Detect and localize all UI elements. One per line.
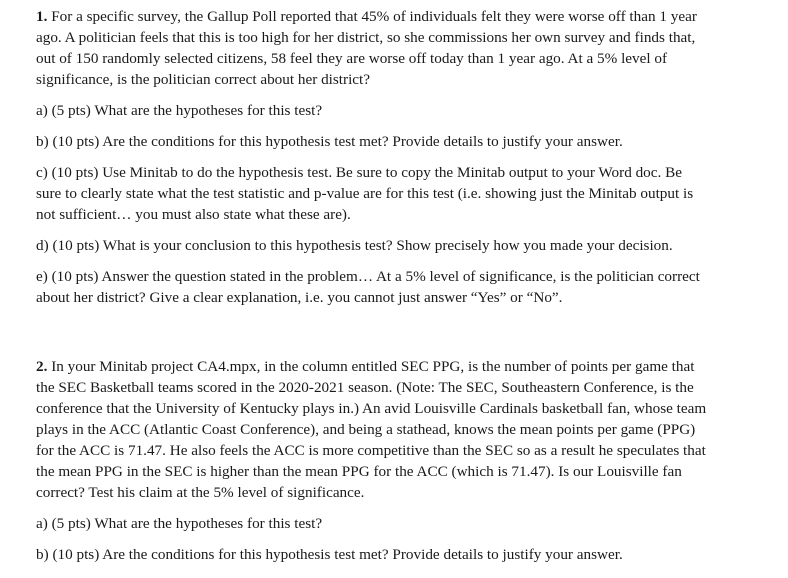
question-1-line-1: 1. For a specific survey, the Gallup Poll reported that 45% of individuals felt they were worse off than 1 year [36, 8, 697, 25]
question-spacer [36, 318, 771, 356]
question-2-line-4: plays in the ACC (Atlantic Coast Conference), and being a stathead, knows the mean points per game (PPG) [36, 421, 696, 438]
question-1-part-d: d) (10 pts) What is your conclusion to this hypothesis test? Show precisely how you made your decision. [36, 237, 673, 254]
question-2-line-7: correct? Test his claim at the 5% level of significance. [36, 484, 365, 501]
question-1-line-3: out of 150 randomly selected citizens, 58 feel they are worse off today than 1 year ago. At a 5% level of [36, 50, 668, 67]
question-1-part-e-line-2: about her district? Give a clear explanation, i.e. you cannot just answer “Yes” or “No”. [36, 289, 563, 306]
question-1-part-c-line-1: c) (10 pts) Use Minitab to do the hypothesis test. Be sure to copy the Minitab output to your Word doc. Be [36, 164, 682, 181]
question-2-part-a: a) (5 pts) What are the hypotheses for this test? [36, 515, 323, 532]
question-2-line-3: conference that the University of Kentucky plays in.) An avid Louisville Cardinals basketball fan, whose team [36, 400, 707, 417]
question-1-line-2: ago. A politician feels that this is too high for her district, so she commissions her own survey and finds that, [36, 29, 696, 46]
question-2-line-2: the SEC Basketball teams scored in the 2020-2021 season. (Note: The SEC, Southeastern Conference, is the [36, 379, 694, 396]
question-1-part-c [36, 162, 771, 225]
question-1-stem [36, 6, 771, 90]
question-2-line-5: for the ACC is 71.47. He also feels the ACC is more competitive than the SEC so as a result he speculates that [36, 442, 706, 459]
question-1-part-a: a) (5 pts) What are the hypotheses for this test? [36, 102, 323, 119]
question-1-part-c-line-3: not sufficient… you must also state what these are). [36, 206, 351, 223]
question-2-number: 2. [36, 358, 48, 375]
document-page [36, 6, 771, 575]
question-2-line-6: the mean PPG in the SEC is higher than the mean PPG for the ACC (which is 71.47). Is our Louisville fan [36, 463, 682, 480]
question-2-part-b: b) (10 pts) Are the conditions for this hypothesis test met? Provide details to justify your answer. [36, 546, 623, 563]
question-1-part-c-line-2: sure to clearly state what the test statistic and p-value are for this test (i.e. showing just the Minitab output is [36, 185, 694, 202]
question-1-line-4: significance, is the politician correct about her district? [36, 71, 370, 88]
question-1-part-e [36, 266, 771, 308]
question-2-stem [36, 356, 771, 503]
question-1-number: 1. [36, 8, 48, 25]
question-1-part-e-line-1: e) (10 pts) Answer the question stated in the problem… At a 5% level of significance, is the politician correct [36, 268, 700, 285]
question-1-part-b: b) (10 pts) Are the conditions for this hypothesis test met? Provide details to justify your answer. [36, 133, 623, 150]
question-2-line-1: 2. In your Minitab project CA4.mpx, in the column entitled SEC PPG, is the number of points per game that [36, 358, 695, 375]
